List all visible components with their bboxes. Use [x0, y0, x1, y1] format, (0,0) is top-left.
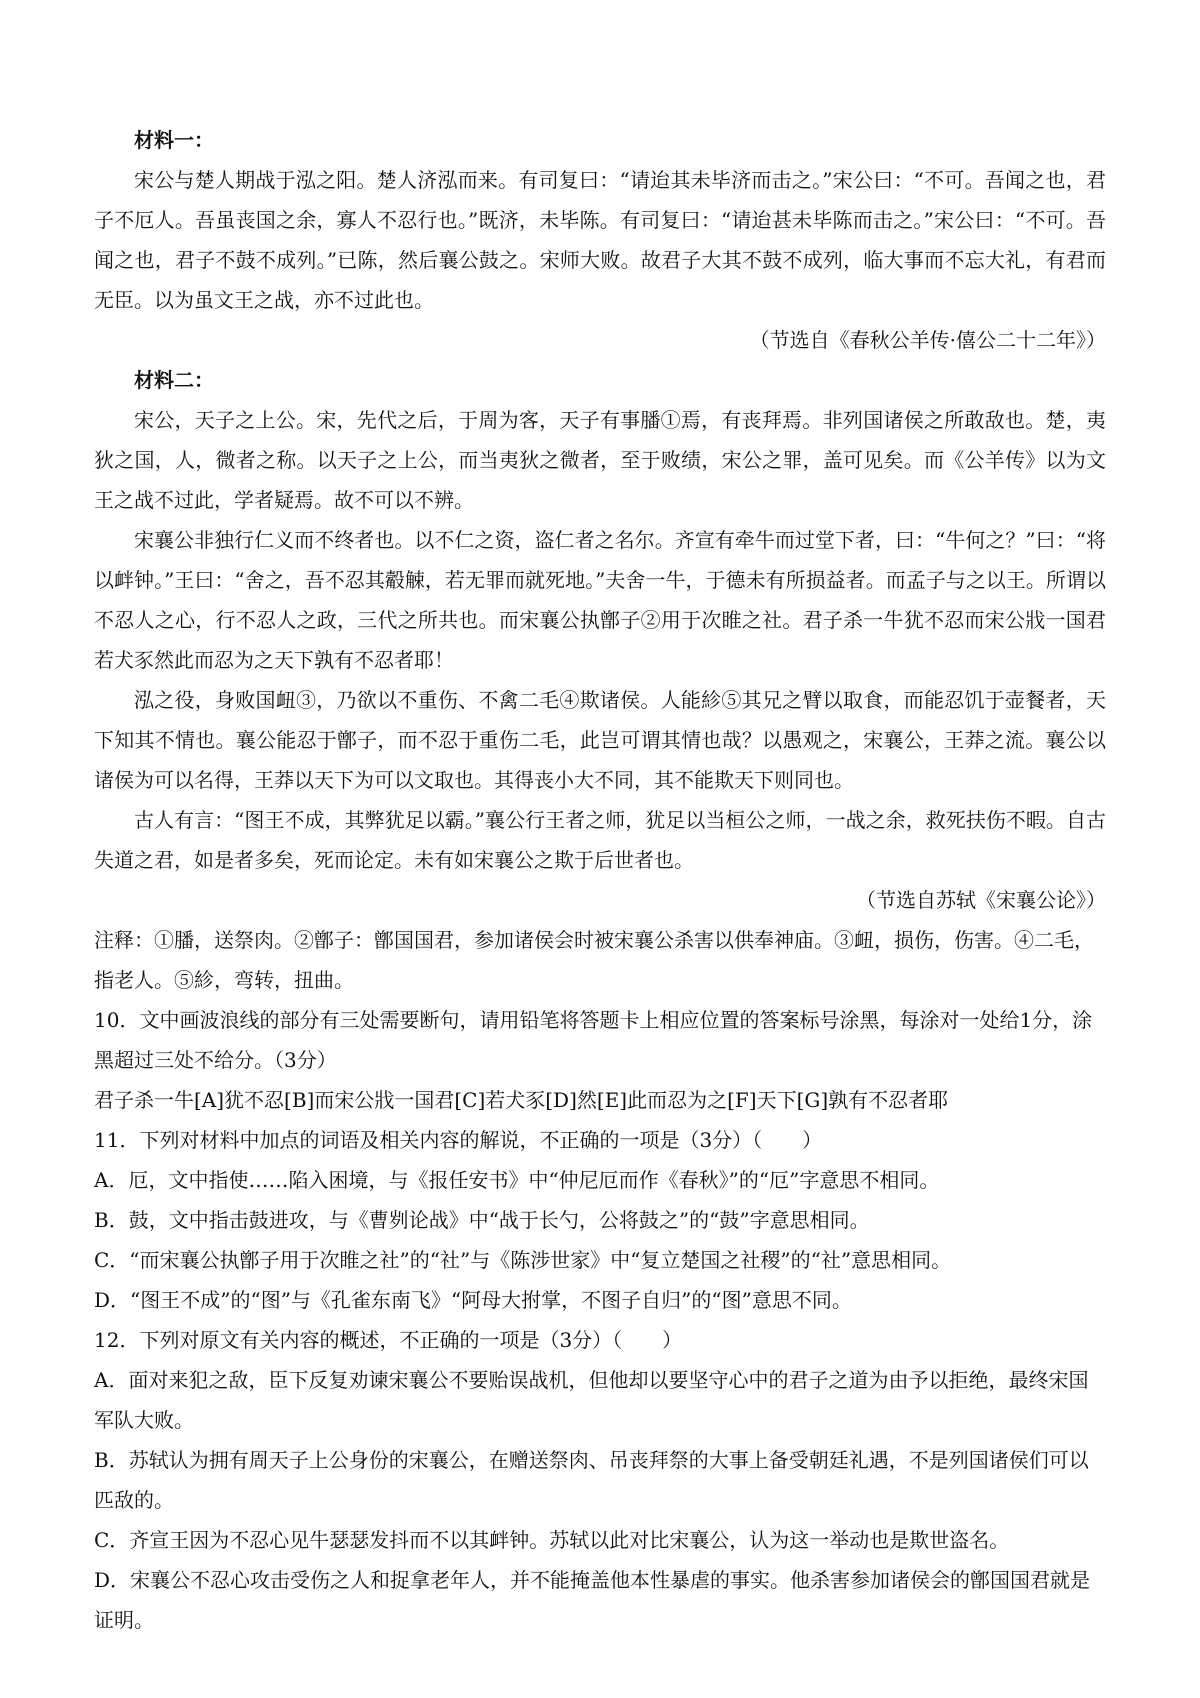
question-12-option-c: C．齐宣王因为不忍心见牛瑟瑟发抖而不以其衅钟。苏轼以此对比宋襄公，认为这一举动也是欺世盗名。 [94, 1528, 1010, 1552]
material-one-source: （节选自《春秋公羊传·僖公二十二年》） [749, 328, 1106, 352]
question-12-stem: 12．下列对原文有关内容的概述，不正确的一项是（3分）（ ） [94, 1328, 683, 1352]
material-two-paragraph-1: 宋公，天子之上公。宋，先代之后，于周为客，天子有事膰①焉，有丧拜焉。非列国诸侯之所敢敌也。楚，夷狄之国，人，微者之称。以天子之上公，而当夷狄之微者，至于败绩，宋公之罪，盖可见矣。而《公羊传》以为文王之战不过此，学者疑焉。故不可以不辨。 [94, 408, 1106, 512]
question-10-sentence: 君子杀一牛[A]犹不忍[B]而宋公戕一国君[C]若犬豕[D]然[E]此而忍为之[F]天下[G]孰有不忍者耶 [94, 1088, 949, 1112]
material-two-paragraph-3: 泓之役，身败国衄③，乃欲以不重伤、不禽二毛④欺诸侯。人能紾⑤其兄之臂以取食，而能忍饥于壶餐者，天下知其不情也。襄公能忍于鄫子，而不忍于重伤二毛，此岂可谓其情也哉？以愚观之，宋襄公，王莽之流。襄公以诸侯为可以名得，王莽以天下为可以文取也。其得丧小大不同，其不能欺天下则同也。 [94, 688, 1106, 792]
material-two-paragraph-4: 古人有言：“图王不成，其弊犹足以霸。”襄公行王者之师，犹足以当桓公之师，一战之余，救死扶伤不暇。自古失道之君，如是者多矣，死而论定。未有如宋襄公之欺于后世者也。 [94, 808, 1106, 872]
question-11-option-d: D．“图王不成”的“图”与《孔雀东南飞》“阿母大拊掌，不图子自归”的“图”意思不同。 [94, 1288, 852, 1312]
material-two-source: （节选自苏轼《宋襄公论》） [856, 888, 1106, 912]
question-11-option-b: B．鼓，文中指击鼓进攻，与《曹刿论战》中“战于长勺，公将鼓之”的“鼓”字意思相同。 [94, 1208, 870, 1232]
question-11-option-c: C．“而宋襄公执鄫子用于次睢之社”的“社”与《陈涉世家》中“复立楚国之社稷”的“社”意思相同。 [94, 1248, 952, 1272]
material-one-text: 宋公与楚人期战于泓之阳。楚人济泓而来。有司复曰：“请迨其未毕济而击之。”宋公曰：“不可。吾闻之也，君子不厄人。吾虽丧国之余，寡人不忍行也。”既济，未毕陈。有司复曰：“请迨甚未毕陈而击之。”宋公曰：“不可。吾闻之也，君子不鼓不成列。”已陈，然后襄公鼓之。宋师大败。故君子大其不鼓不成列，临大事而不忘大礼，有君而无臣。以为虽文王之战，亦不过此也。 [94, 168, 1106, 312]
question-12-option-d: D．宋襄公不忍心攻击受伤之人和捉拿老年人，并不能掩盖他本性暴虐的事实。他杀害参加诸侯会的鄫国国君就是证明。 [94, 1568, 1091, 1632]
question-12-option-a: A．面对来犯之敌，臣下反复劝谏宋襄公不要贻误战机，但他却以要坚守心中的君子之道为由予以拒绝，最终宋国军队大败。 [94, 1368, 1089, 1432]
question-11-stem: 11．下列对材料中加点的词语及相关内容的解说，不正确的一项是（3分）（ ） [94, 1128, 823, 1152]
annotation-notes: 注释：①膰，送祭肉。②鄫子：鄫国国君，参加诸侯会时被宋襄公杀害以供奉神庙。③衄，损伤，伤害。④二毛，指老人。⑤紾，弯转，扭曲。 [94, 928, 1094, 992]
question-12-option-b: B．苏轼认为拥有周天子上公身份的宋襄公，在赠送祭肉、吊丧拜祭的大事上备受朝廷礼遇，不是列国诸侯们可以匹敌的。 [94, 1448, 1089, 1512]
material-two-paragraph-2: 宋襄公非独行仁义而不终者也。以不仁之资，盗仁者之名尔。齐宣有牵牛而过堂下者，曰：“牛何之？”曰：“将以衅钟。”王曰：“舍之，吾不忍其觳觫，若无罪而就死地。”夫舍一牛，于德未有所损益者。而孟子与之以王。所谓以不忍人之心，行不忍人之政，三代之所共也。而宋襄公执鄫子②用于次睢之社。君子杀一牛犹不忍而宋公戕一国君若犬豕然此而忍为之天下孰有不忍者耶！ [94, 528, 1106, 672]
question-10-stem: 10．文中画波浪线的部分有三处需要断句，请用铅笔将答题卡上相应位置的答案标号涂黑，每涂对一处给1分，涂黑超过三处不给分。（3分） [94, 1008, 1093, 1072]
question-11-option-a: A．厄，文中指使……陷入困境，与《报任安书》中“仲尼厄而作《春秋》”的“厄”字意思不相同。 [94, 1168, 940, 1192]
material-one-heading: 材料一： [134, 128, 214, 152]
material-two-heading: 材料二： [134, 368, 214, 392]
exam-page [94, 120, 1106, 1640]
